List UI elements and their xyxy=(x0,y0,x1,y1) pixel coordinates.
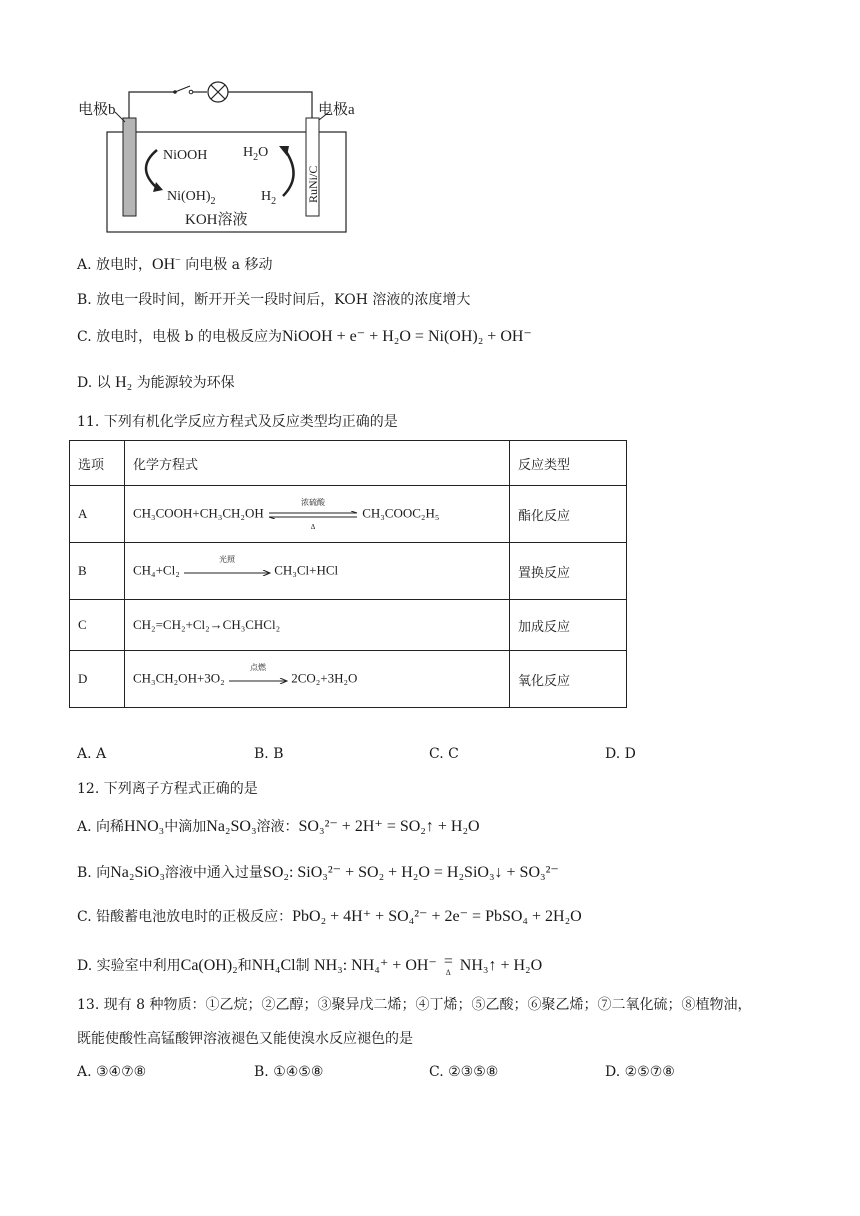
ammonia-formula: NH₃ xyxy=(314,957,343,974)
sulfur-dioxide-formula: SO₂ xyxy=(262,864,289,881)
heat-condition: Δ xyxy=(445,969,451,977)
condition-above: 点燃 xyxy=(249,662,266,672)
electrolyte-label: KOH溶液 xyxy=(185,212,248,228)
q10-option-b: B. 放电一段时间，断开开关一段时间后，KOH 溶液的浓度增大 xyxy=(77,292,471,308)
row-equation xyxy=(125,486,510,543)
row-type: 氧化反应 xyxy=(510,651,627,708)
switch-blade xyxy=(175,86,190,92)
option-text: 为能源较为环保 xyxy=(136,375,235,391)
table-row xyxy=(70,600,627,651)
row-type: 加成反应 xyxy=(510,600,627,651)
reversible-arrow xyxy=(267,498,359,531)
battery-cell-diagram xyxy=(77,76,377,238)
ammonium-chloride-formula: NH₄Cl xyxy=(251,957,296,974)
equals-sign: = xyxy=(443,953,453,970)
label-leader xyxy=(115,112,125,122)
q11-stem: 11. 下列有机化学反应方程式及反应类型均正确的是 xyxy=(77,414,398,430)
products: CH₃COOC₂H₅ xyxy=(362,504,440,520)
q12-option-b xyxy=(77,864,559,882)
option-text: B. 向 xyxy=(77,865,111,881)
q13-stem-line1: 13. 现有 8 种物质：①乙烷；②乙醇；③聚异戊二烯；④丁烯；⑤乙酸；⑥聚乙烯；⑦二氧化硫；⑧植物油， xyxy=(77,997,752,1013)
choice-b[interactable]: B. ①④⑤⑧ xyxy=(254,1064,324,1080)
row-equation: CH₂=CH₂+Cl₂→CH₃CHCl₂ xyxy=(125,600,510,651)
row-option: A xyxy=(70,486,125,543)
reaction-arrow xyxy=(228,663,288,696)
q10-option-c xyxy=(77,328,532,346)
header-equation: 化学方程式 xyxy=(125,441,510,486)
reactants: CH₃COOH+CH₃CH₂OH xyxy=(133,504,264,520)
condition-above: 光照 xyxy=(219,554,235,564)
option-text: C. 铅酸蓄电池放电时的正极反应： xyxy=(77,909,293,925)
header-option: 选项 xyxy=(70,441,125,486)
hydroxide-ion: OH− xyxy=(152,255,181,273)
option-text: A. 向稀 xyxy=(77,819,125,835)
q12-option-d xyxy=(77,955,542,977)
choice-d[interactable]: D. D xyxy=(605,746,636,762)
condition-below xyxy=(183,580,271,588)
electrode-equation: NiOOH + e⁻ + H₂O = Ni(OH)₂ + OH⁻ xyxy=(281,328,532,345)
electrode-a-label: 电极a xyxy=(318,102,355,118)
ionic-equation: : SiO₃²⁻ + SO₂ + H₂O = H₂SiO₃↓ + SO₃²⁻ xyxy=(288,864,559,881)
h2o-label: $H_2O$ xyxy=(243,145,269,163)
table-row xyxy=(70,486,627,543)
choice-a[interactable]: A. ③④⑦⑧ xyxy=(77,1064,147,1080)
ionic-equation-left: : NH₄⁺ + OH⁻ xyxy=(342,957,437,974)
electrode-b-label: 电极b xyxy=(78,102,116,118)
nitric-acid-formula: HNO₃ xyxy=(124,818,165,835)
choice-c[interactable]: C. ②③⑤⑧ xyxy=(429,1064,499,1080)
ionic-equation: PbO₂ + 4H⁺ + SO₄²⁻ + 2e⁻ = PbSO₄ + 2H₂O xyxy=(292,908,582,925)
row-type: 酯化反应 xyxy=(510,486,627,543)
q12-option-a xyxy=(77,818,480,836)
reactants: CH₃CH₂OH+3O₂ xyxy=(133,669,225,685)
choice-d[interactable]: D. ②⑤⑦⑧ xyxy=(605,1064,675,1080)
products: CH₃Cl+HCl xyxy=(274,561,339,577)
right-arrow-icon xyxy=(228,678,288,684)
switch-contact xyxy=(189,90,193,94)
option-text: 向电极 a 移动 xyxy=(185,257,273,273)
reactants: CH₄+Cl₂ xyxy=(133,561,180,577)
option-text: C. 放电时，电极 b 的电极反应为 xyxy=(77,329,282,345)
row-type: 置换反应 xyxy=(510,543,627,600)
calcium-hydroxide-formula: Ca(OH)₂ xyxy=(180,957,238,974)
q12-stem: 12. 下列离子方程式正确的是 xyxy=(77,781,258,797)
q13-stem-line2: 既能使酸性高锰酸钾溶液褪色又能使溴水反应褪色的是 xyxy=(77,1031,413,1047)
option-text: 制 xyxy=(295,958,310,974)
choice-a[interactable]: A. A xyxy=(77,746,107,762)
option-text: 和 xyxy=(237,958,252,974)
choice-c[interactable]: C. C xyxy=(429,746,459,762)
condition-below xyxy=(228,688,288,696)
right-arrow-icon xyxy=(183,570,271,576)
header-type: 反应类型 xyxy=(510,441,627,486)
table-header-row xyxy=(70,441,627,486)
row-option: D xyxy=(70,651,125,708)
table-row xyxy=(70,651,627,708)
row-equation xyxy=(125,651,510,708)
nioh2-label: $Ni(OH)_2$ xyxy=(167,189,216,207)
row-option: C xyxy=(70,600,125,651)
condition-above: 浓硫酸 xyxy=(300,497,325,507)
equilibrium-arrow-icon xyxy=(267,511,359,519)
option-text: 溶液中通入过量 xyxy=(164,865,263,881)
electrode-b xyxy=(123,118,136,216)
condition-below: Δ xyxy=(310,522,316,531)
products: 2CO₂+3H₂O xyxy=(291,669,358,685)
circuit-wire xyxy=(129,92,174,118)
option-text: A. 放电时， xyxy=(77,257,153,273)
table-row xyxy=(70,543,627,600)
q12-option-c xyxy=(77,908,582,926)
row-option: B xyxy=(70,543,125,600)
equals-heat-sign xyxy=(441,955,455,977)
sodium-sulfite-formula: Na₂SO₃ xyxy=(206,818,257,835)
niooh-label: NiOOH xyxy=(163,148,208,163)
option-text: 溶液： xyxy=(256,819,299,835)
sodium-silicate-formula: Na₂SiO₃ xyxy=(110,864,165,881)
row-equation xyxy=(125,543,510,600)
q10-option-d xyxy=(77,374,235,392)
h2-label: $H_2$ xyxy=(261,189,277,207)
q10-option-a xyxy=(77,252,272,274)
reaction-table xyxy=(69,440,627,708)
electrode-material-label: RuNi/C xyxy=(306,165,320,203)
circuit-wire xyxy=(228,92,312,118)
reaction-arrow xyxy=(183,555,271,588)
ionic-equation-right: NH₃↑ + H₂O xyxy=(459,957,543,974)
choice-b[interactable]: B. B xyxy=(254,746,284,762)
option-text: D. 以 xyxy=(77,375,111,391)
option-text: D. 实验室中利用 xyxy=(77,958,181,974)
ionic-equation: SO₃²⁻ + 2H⁺ = SO₂↑ + H₂O xyxy=(298,818,480,835)
option-text: 中滴加 xyxy=(164,819,207,835)
hydrogen-formula: H₂ xyxy=(115,374,133,391)
